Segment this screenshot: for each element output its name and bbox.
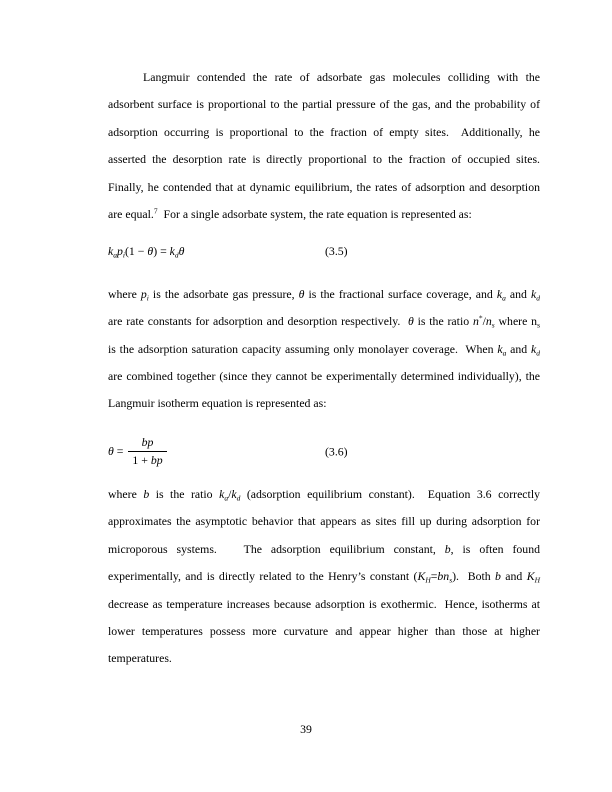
text-line: Langmuir contended the rate of adsorbate gas molecules colliding with the	[143, 70, 540, 84]
equation-number-3-5: (3.5)	[325, 244, 348, 259]
fraction-denominator: 1 + bp	[128, 451, 166, 468]
text-line: are rate constants for adsorption and desorption respectively. θ is the ratio $n^*/n_s$ where $n_s$	[108, 313, 540, 330]
text-line: where b is the ratio $k_a/k_d$ (adsorption equilibrium constant). Equation 3.6 correctly	[108, 486, 540, 503]
text-line: are combined together (since they cannot be experimentally determined individually), the	[108, 369, 540, 384]
equation-3-6	[108, 432, 540, 472]
page-number: 39	[300, 722, 312, 736]
paragraph-1	[108, 64, 540, 228]
text-line: adsorbent surface is proportional to the partial pressure of the gas, and the probability of	[108, 97, 540, 112]
equation-3-5-body: $k_ap_i(1 - \theta) = k_d\theta$	[108, 244, 185, 260]
text-block	[108, 64, 540, 673]
text-line: lower temperatures possess more curvature and appear higher than those at higher	[108, 623, 540, 638]
paragraph-2	[108, 281, 540, 418]
text-line: experimentally, and is directly related to the Henry’s constant $(K_H=bn_s)$. Both b and $K_H$	[108, 569, 540, 585]
text-line: Finally, he contended that at dynamic equilibrium, the rates of adsorption and desorption	[108, 179, 540, 194]
equation-3-5	[108, 238, 540, 265]
text-line: temperatures.	[108, 651, 172, 666]
text-line: asserted the desorption rate is directly proportional to the fraction of occupied sites.	[108, 152, 540, 167]
text-line: approximates the asymptotic behavior that appears as sites fill up during adsorption for	[108, 514, 540, 529]
fraction	[128, 435, 166, 468]
text-line: Langmuir isotherm equation is represented as:	[108, 396, 327, 411]
equation-number-3-6: (3.6)	[325, 444, 348, 459]
text-line: microporous systems. The adsorption equilibrium constant, b, is often found	[108, 541, 540, 556]
text-line: adsorption occurring is proportional to the fraction of empty sites. Additionally, he	[108, 124, 540, 139]
text-line: are equal.$^7$ For a single adsorbate system, the rate equation is represented as:	[108, 206, 472, 222]
equation-3-6-lhs: θ =	[108, 444, 124, 459]
paragraph-3	[108, 481, 540, 673]
text-line: is the adsorption saturation capacity assuming only monolayer coverage. When $k_a$ and $k_d$	[108, 341, 540, 358]
text-line: decrease as temperature increases because adsorption is exothermic. Hence, isotherms at	[108, 596, 540, 611]
fraction-numerator: bp	[141, 435, 154, 450]
text-line: where $p_i$ is the adsorbate gas pressure, θ is the fractional surface coverage, and $k_a$ and $k_d$	[108, 286, 540, 303]
